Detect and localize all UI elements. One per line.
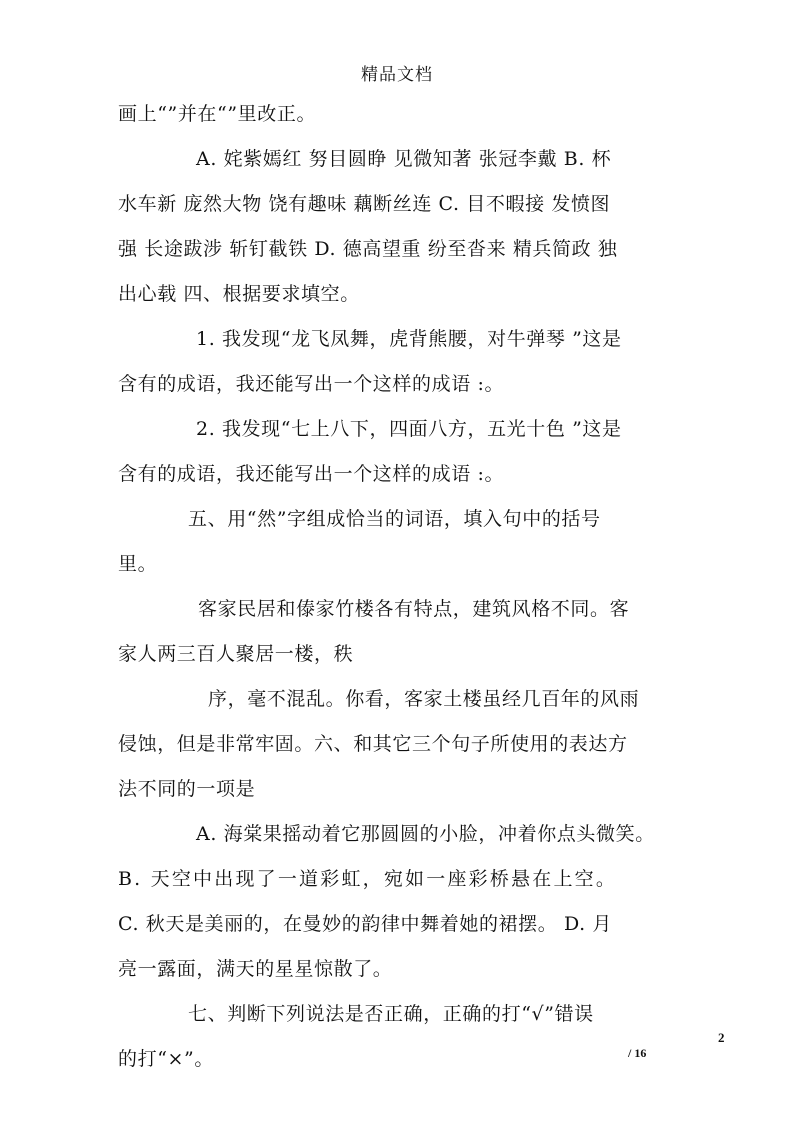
text-line: 2. 我发现“七上八下，四面八方，五光十色 ”这是 — [196, 418, 622, 440]
text-line: 五、用“然”字组成恰当的词语，填入句中的括号 — [188, 508, 601, 530]
text-line: A. 姹紫嫣红 努目圆睁 见微知著 张冠李戴 B. 杯 — [196, 148, 612, 170]
text-line: C. 秋天是美丽的，在曼妙的韵律中舞着她的裙摆。 D. 月 — [118, 913, 613, 935]
text-line: B. 天空中出现了一道彩虹，宛如一座彩桥悬在上空。 — [118, 868, 618, 890]
text-line: A. 海棠果摇动着它那圆圆的小脸，冲着你点头微笑。 — [196, 823, 655, 845]
text-line: 1. 我发现“龙飞凤舞，虎背熊腰，对牛弹琴 ”这是 — [196, 328, 622, 350]
page-header-title: 精品文档 — [361, 65, 433, 85]
page-number: 2 — [718, 1030, 725, 1045]
text-line: 含有的成语，我还能写出一个这样的成语 :。 — [118, 463, 505, 485]
text-line: 家人两三百人聚居一楼，秩 — [118, 643, 354, 665]
text-line: 里。 — [118, 553, 158, 575]
text-line: 强 长途跋涉 斩钉截铁 D. 德高望重 纷至沓来 精兵简政 独 — [118, 238, 618, 260]
text-line: 出心载 四、根据要求填空。 — [118, 283, 360, 305]
document-body — [118, 92, 684, 1082]
text-line: 七、判断下列说法是否正确，正确的打“√”错误 — [188, 1003, 594, 1025]
text-line: 侵蚀，但是非常牢固。六、和其它三个句子所使用的表达方 — [118, 733, 628, 755]
text-line: 序，毫不混乱。你看，客家土楼虽经几百年的风雨 — [208, 688, 640, 710]
text-line: 水车新 庞然大物 饶有趣味 藕断丝连 C. 目不暇接 发愤图 — [118, 193, 611, 215]
text-line: 亮一露面，满天的星星惊散了。 — [118, 958, 393, 980]
text-line: 的打“×”。 — [118, 1048, 214, 1070]
text-line: 画上“”并在“”里改正。 — [118, 103, 317, 125]
text-line: 法不同的一项是 — [118, 778, 256, 800]
text-line: 客家民居和傣家竹楼各有特点，建筑风格不同。客 — [198, 598, 630, 620]
text-line: 含有的成语，我还能写出一个这样的成语 :。 — [118, 373, 505, 395]
total-pages: / 16 — [628, 1046, 647, 1060]
